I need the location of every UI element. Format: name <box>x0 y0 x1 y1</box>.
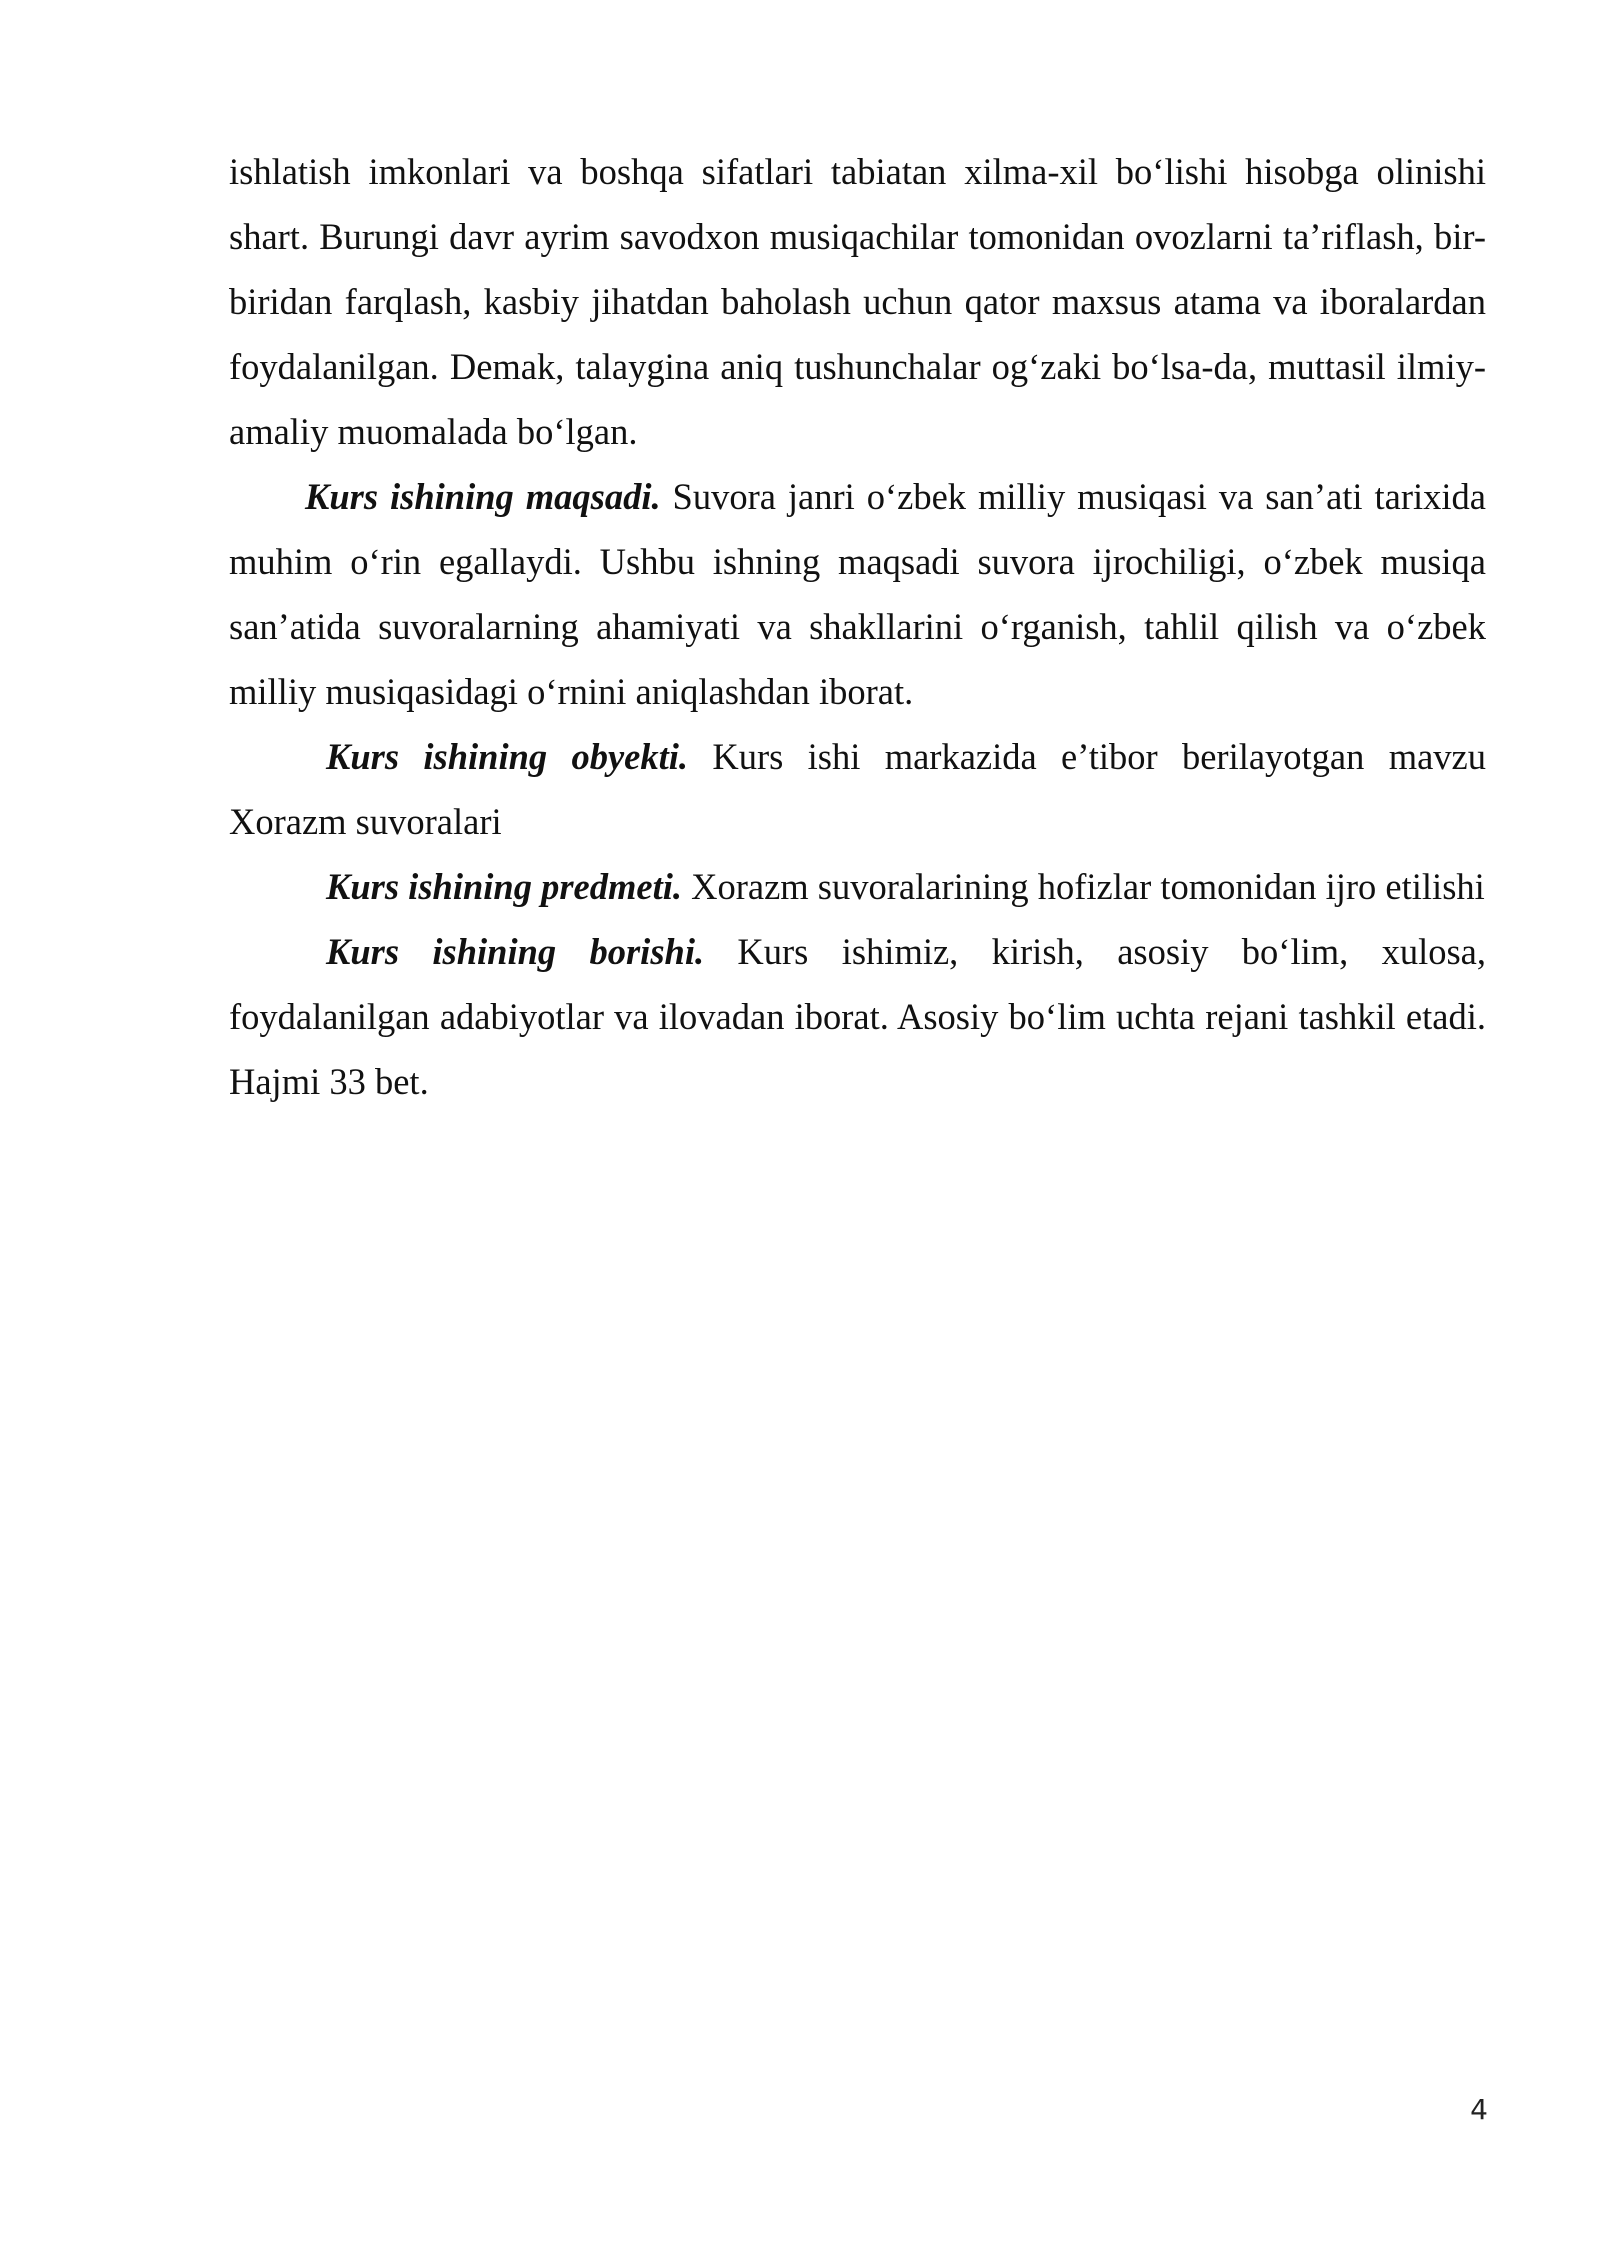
paragraph-object <box>229 724 1486 854</box>
paragraph-text: Kurs ishimiz, kirish, asosiy bo‘lim, xulosa, foydalanilgan adabiyotlar va ilovadan iborat. Asosiy bo‘lim uchta rejani tashkil etadi. Hajmi 33 bet. <box>229 931 1486 1102</box>
paragraph-lead-object: Kurs ishining obyekti. <box>326 736 689 777</box>
paragraph-goal <box>229 464 1486 724</box>
paragraph-text: ishlatish imkonlari va boshqa sifatlari tabiatan xilma-xil bo‘lishi hisobga olinishi shart. Burungi davr ayrim savodxon musiqachilar tomonidan ovozlarni ta’riflash, bir-biridan farqlash, kasbiy jihatdan baholash uchun qator maxsus atama va iboralardan foydalanilgan. Demak, talaygina aniq tushunchalar og‘zaki bo‘lsa-da, muttasil ilmiy-amaliy muomalada bo‘lgan. <box>229 151 1486 452</box>
paragraph-text: Suvora janri o‘zbek milliy musiqasi va san’ati tarixida muhim o‘rin egallaydi. Ushbu ishning maqsadi suvora ijrochiligi, o‘zbek musiqa san’atida suvoralarning ahamiyati va shakllarini o‘rganish, tahlil qilish va o‘zbek milliy musiqasidagi o‘rnini aniqlashdan iborat. <box>229 476 1486 712</box>
paragraph-lead-structure: Kurs ishining borishi. <box>326 931 705 972</box>
body-text <box>229 139 1486 1114</box>
page-number: 4 <box>1470 2093 1488 2126</box>
paragraph-subject <box>229 854 1486 919</box>
paragraph-intro-continuation <box>229 139 1486 464</box>
paragraph-lead-subject: Kurs ishining predmeti. <box>326 866 682 907</box>
paragraph-text: Xorazm suvoralarining hofizlar tomonidan ijro etilishi <box>681 866 1485 907</box>
paragraph-text: Kurs ishi markazida e’tibor berilayotgan mavzu Xorazm suvoralari <box>229 736 1486 842</box>
paragraph-structure <box>229 919 1486 1114</box>
paragraph-lead-goal: Kurs ishining maqsadi. <box>305 476 661 517</box>
